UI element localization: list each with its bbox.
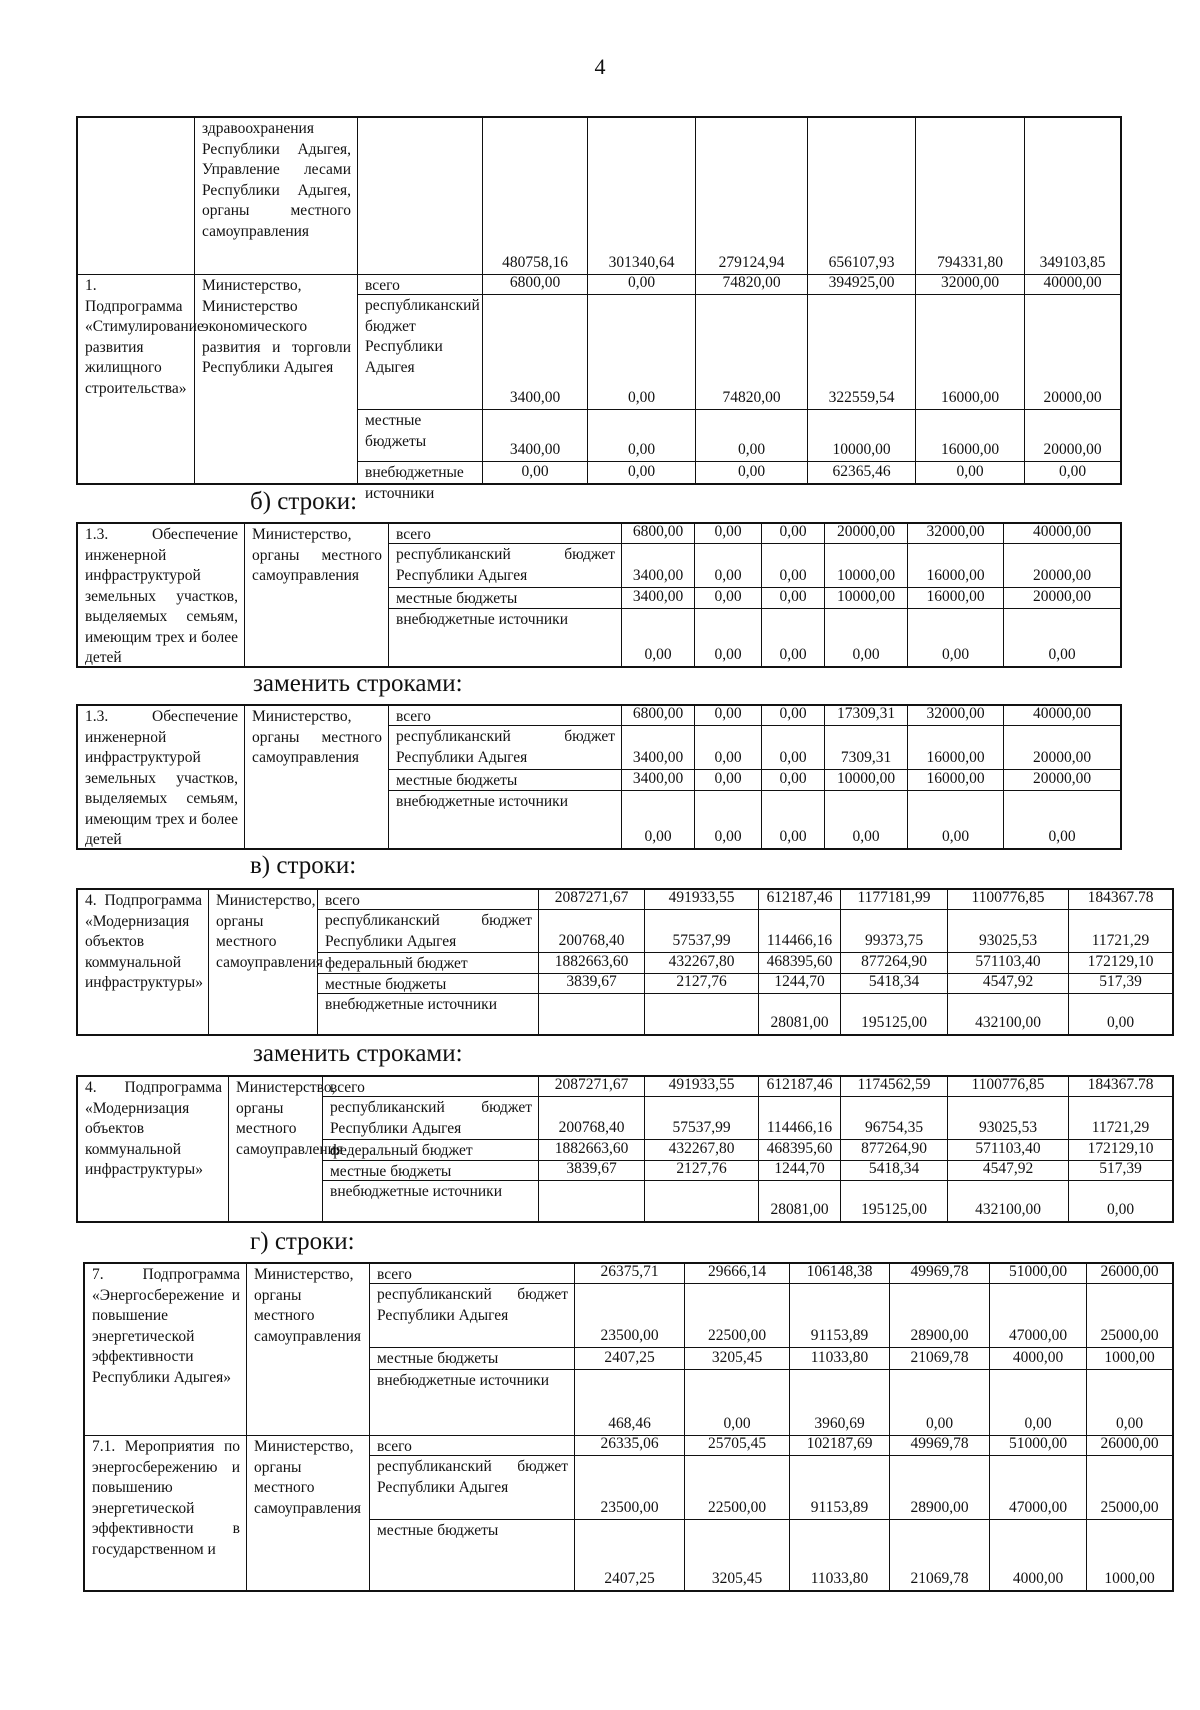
amount-cell: 49969,78 [890,1264,990,1284]
amount-cell: 200768,40 [539,1097,645,1140]
amount-cell: 1882663,60 [539,1140,645,1161]
amount-cell: 4000,00 [990,1348,1087,1370]
amount-cell: 1174562,59 [841,1077,948,1097]
amount-cell: 16000,00 [916,410,1025,462]
amount-cell: 74820,00 [696,295,808,410]
amount-cell: 20000,00 [1004,770,1120,791]
amount-cell [645,1181,759,1221]
amount-cell: 10000,00 [825,588,908,609]
row-executor: Министерство, органы местного самоуправления [229,1077,323,1221]
table-g [83,1262,1174,1592]
amount-cell: 656107,93 [808,118,916,275]
amount-cell: 26000,00 [1087,1436,1172,1456]
amount-cell: 74820,00 [696,275,808,295]
amount-cell: 1244,70 [759,1161,841,1181]
amount-cell: 6800,00 [622,706,695,726]
amount-cell: 10000,00 [825,770,908,791]
amount-cell: 0,00 [1087,1370,1172,1436]
amount-cell: 16000,00 [908,770,1004,791]
funding-source-label: республиканский бюджет Республики Адыгея [389,544,622,588]
amount-cell: 480758,16 [483,118,588,275]
section-label-g: г) строки: [250,1228,355,1255]
funding-source-label: местные бюджеты [358,410,483,462]
table-v-old [76,888,1174,1036]
funding-source-label: внебюджетные источники [389,609,622,666]
amount-cell: 0,00 [1058,462,1087,480]
funding-source-label: внебюджетные источники [323,1181,539,1221]
amount-cell: 25000,00 [1087,1284,1172,1348]
amount-cell: 0,00 [685,1370,790,1436]
amount-cell: 106148,38 [790,1264,890,1284]
amount-cell: 877264,90 [841,1140,948,1161]
amount-cell: 0,00 [695,706,762,726]
funding-source-label: республиканский бюджет Республики Адыгея [370,1284,575,1348]
amount-cell: 491933,55 [645,1077,759,1097]
amount-cell: 2407,25 [575,1520,685,1590]
amount-cell: 32000,00 [908,524,1004,544]
funding-source-label: всего [389,706,622,726]
funding-source-label: внебюджетные источники [370,1370,575,1436]
amount-cell: 26335,06 [575,1436,685,1456]
empty-cell [78,118,195,275]
amount-cell: 3400,00 [622,588,695,609]
amount-cell: 16000,00 [908,544,1004,588]
amount-cell: 3400,00 [622,770,695,791]
amount-cell: 91153,89 [790,1284,890,1348]
amount-cell: 32000,00 [916,275,1025,295]
funding-source-label: местные бюджеты [318,974,539,994]
amount-cell: 0,00 [622,791,695,848]
row-executor: Министерство, органы местного самоуправления [245,706,389,848]
section-label-b: б) строки: [250,488,358,515]
amount-cell: 172129,10 [1069,1140,1172,1161]
amount-cell: 20000,00 [1025,410,1120,462]
amount-cell: 794331,80 [916,118,1025,275]
amount-cell: 3205,45 [685,1520,790,1590]
amount-cell: 21069,78 [890,1348,990,1370]
amount-cell: 0,00 [762,706,825,726]
amount-cell: 22500,00 [685,1284,790,1348]
amount-cell: 1882663,60 [539,953,645,974]
amount-cell: 301340,64 [588,118,696,275]
amount-cell: 200768,40 [539,910,645,953]
amount-cell: 0,00 [908,791,1004,848]
amount-cell: 26375,71 [575,1264,685,1284]
amount-cell: 40000,00 [1004,524,1120,544]
empty-cell [358,118,483,275]
amount-cell: 20000,00 [1004,544,1120,588]
amount-cell: 0,00 [695,544,762,588]
amount-cell: 468,46 [575,1370,685,1436]
amount-cell: 40000,00 [1004,706,1120,726]
funding-source-label: всего [389,524,622,544]
amount-cell: 3960,69 [790,1370,890,1436]
funding-source-label: республиканский бюджет Республики Адыгея [323,1097,539,1140]
amount-cell: 4000,00 [990,1520,1087,1590]
row-executor: Министерство, Министерство экономического развития и торговли Республики Адыгея [195,275,358,483]
amount-cell: 20000,00 [1025,295,1120,410]
amount-cell: 2087271,67 [539,890,645,910]
amount-cell: 2087271,67 [539,1077,645,1097]
amount-cell: 571103,40 [948,1140,1069,1161]
amount-cell: 0,00 [696,462,808,483]
amount-cell: 1100776,85 [948,890,1069,910]
amount-cell: 57537,99 [645,910,759,953]
amount-cell: 0,00 [622,609,695,666]
amount-cell [539,994,645,1034]
amount-cell: 23500,00 [575,1284,685,1348]
amount-cell: 20000,00 [1004,726,1120,770]
amount-cell: 1000,00 [1087,1348,1172,1370]
amount-cell: 0,00 [1106,1013,1135,1031]
funding-source-label: всего [358,275,483,295]
amount-cell: 0,00 [762,588,825,609]
amount-cell: 432100,00 [948,994,1069,1034]
amount-cell: 491933,55 [645,890,759,910]
row-name: 7.1. Мероприятия по энергосбережению и повышению энергетической эффективности в государственном и [85,1436,247,1590]
amount-cell: 11721,29 [1069,910,1172,953]
amount-cell: 432100,00 [948,1181,1069,1221]
amount-cell: 28900,00 [890,1284,990,1348]
amount-cell: 517,39 [1069,974,1172,994]
amount-cell: 517,39 [1069,1161,1172,1181]
amount-cell [539,1181,645,1221]
amount-cell: 3205,45 [685,1348,790,1370]
amount-cell: 16000,00 [916,295,1025,410]
amount-cell: 0,00 [588,275,696,295]
amount-cell: 0,00 [695,609,762,666]
amount-cell: 468395,60 [759,953,841,974]
row-name: 7. Подпрограмма «Энергосбережение и повышение энергетической эффективности Республики Адыгея» [85,1264,247,1436]
funding-source-label: внебюджетные источники [318,994,539,1034]
amount-cell: 99373,75 [841,910,948,953]
amount-cell: 0,00 [1048,827,1076,845]
amount-cell: 0,00 [695,726,762,770]
amount-cell: 93025,53 [948,1097,1069,1140]
funding-source-label: республиканский бюджет Республики Адыгея [389,726,622,770]
funding-source-label: всего [370,1264,575,1284]
amount-cell: 4547,92 [948,1161,1069,1181]
amount-cell: 0,00 [762,544,825,588]
amount-cell: 10000,00 [825,544,908,588]
amount-cell: 2127,76 [645,1161,759,1181]
funding-source-label: всего [323,1077,539,1097]
amount-cell: 1177181,99 [841,890,948,910]
table-b-new [76,704,1122,850]
amount-cell: 0,00 [762,726,825,770]
amount-cell: 0,00 [825,609,908,666]
amount-cell: 172129,10 [1069,953,1172,974]
amount-cell: 0,00 [890,1370,990,1436]
row-name: 1.3. Обеспечение инженерной инфраструктурой земельных участков, выделяемых семьям, имеющим трех и более детей [78,706,245,848]
amount-cell: 17309,31 [825,706,908,726]
table-b-old [76,522,1122,668]
amount-cell: 0,00 [908,609,1004,666]
funding-source-label: местные бюджеты [389,588,622,609]
amount-cell: 322559,54 [808,295,916,410]
amount-cell: 23500,00 [575,1456,685,1520]
amount-cell: 3400,00 [622,726,695,770]
amount-cell: 25705,45 [685,1436,790,1456]
amount-cell: 26000,00 [1087,1264,1172,1284]
amount-cell: 6800,00 [483,275,588,295]
funding-source-label: внебюджетные источники [389,791,622,848]
amount-cell: 28081,00 [759,1181,841,1221]
funding-source-label: республиканский бюджет Республики Адыгея [370,1456,575,1520]
amount-cell: 96754,35 [841,1097,948,1140]
funding-source-label: всего [318,890,539,910]
amount-cell: 877264,90 [841,953,948,974]
amount-cell: 0,00 [762,609,825,666]
amount-cell: 0,00 [990,1370,1087,1436]
amount-cell: 1000,00 [1104,1569,1155,1587]
row-name: 1.3. Обеспечение инженерной инфраструктурой земельных участков, выделяемых семьям, имеющим трех и более детей [78,524,245,666]
section-label-v: в) строки: [250,852,357,879]
amount-cell: 20000,00 [1004,588,1120,609]
section-label-replace-1: заменить строками: [253,670,463,697]
table-v-new [76,1075,1174,1223]
amount-cell: 114466,16 [759,1097,841,1140]
amount-cell: 3400,00 [622,544,695,588]
row-name: 4. Подпрограмма «Модернизация объектов коммунальной инфраструктуры» [78,1077,229,1221]
amount-cell: 62365,46 [808,462,916,483]
amount-cell: 5418,34 [841,1161,948,1181]
amount-cell: 349103,85 [1025,118,1120,275]
amount-cell: 4547,92 [948,974,1069,994]
amount-cell: 22500,00 [685,1456,790,1520]
amount-cell: 394925,00 [808,275,916,295]
page-number: 4 [594,54,606,79]
amount-cell: 114466,16 [759,910,841,953]
amount-cell: 0,00 [588,462,696,483]
amount-cell: 102187,69 [790,1436,890,1456]
row-name: 1. Подпрограмма «Стимулирование развития жилищного строительства» [78,275,195,483]
amount-cell: 0,00 [695,588,762,609]
amount-cell: 93025,53 [948,910,1069,953]
funding-source-label: федеральный бюджет [323,1140,539,1161]
amount-cell: 51000,00 [990,1264,1087,1284]
amount-cell: 0,00 [483,462,588,483]
amount-cell: 612187,46 [759,890,841,910]
amount-cell: 6800,00 [622,524,695,544]
amount-cell: 432267,80 [645,953,759,974]
amount-cell: 16000,00 [908,726,1004,770]
amount-cell: 0,00 [588,295,696,410]
amount-cell: 3400,00 [483,410,588,462]
funding-source-label: всего [370,1436,575,1456]
amount-cell: 0,00 [762,791,825,848]
amount-cell: 0,00 [695,524,762,544]
amount-cell: 0,00 [695,770,762,791]
amount-cell: 0,00 [695,791,762,848]
funding-source-label: федеральный бюджет [318,953,539,974]
amount-cell: 29666,14 [685,1264,790,1284]
amount-cell: 184367.78 [1069,1077,1172,1097]
amount-cell: 11033,80 [790,1520,890,1590]
amount-cell: 571103,40 [948,953,1069,974]
amount-cell: 0,00 [762,770,825,791]
amount-cell: 0,00 [825,791,908,848]
funding-source-label: местные бюджеты [370,1520,575,1590]
amount-cell: 40000,00 [1025,275,1120,295]
amount-cell: 612187,46 [759,1077,841,1097]
amount-cell: 5418,34 [841,974,948,994]
amount-cell: 0,00 [1106,1200,1135,1218]
amount-cell: 28081,00 [759,994,841,1034]
amount-cell: 11033,80 [790,1348,890,1370]
amount-cell: 0,00 [1048,645,1076,663]
amount-cell: 195125,00 [841,1181,948,1221]
amount-cell: 57537,99 [645,1097,759,1140]
amount-cell: 468395,60 [759,1140,841,1161]
amount-cell: 51000,00 [990,1436,1087,1456]
amount-cell: 21069,78 [890,1520,990,1590]
amount-cell [645,994,759,1034]
amount-cell: 16000,00 [908,588,1004,609]
row-executor: Министерство, органы местного самоуправления [209,890,318,1034]
funding-source-label: республиканский бюджет Республики Адыгея [358,295,483,410]
amount-cell: 0,00 [762,524,825,544]
amount-cell: 432267,80 [645,1140,759,1161]
section-label-replace-2: заменить строками: [253,1040,463,1067]
funding-source-label: республиканский бюджет Республики Адыгея [318,910,539,953]
row-executor: Министерство, органы местного самоуправления [245,524,389,666]
amount-cell: 7309,31 [825,726,908,770]
amount-cell: 20000,00 [825,524,908,544]
amount-cell: 0,00 [916,462,1025,483]
amount-cell: 0,00 [696,410,808,462]
amount-cell: 3839,67 [539,974,645,994]
row-executor: Министерство, органы местного самоуправления [247,1264,370,1436]
amount-cell: 1100776,85 [948,1077,1069,1097]
row-executor: Министерство, органы местного самоуправления [247,1436,370,1590]
amount-cell: 195125,00 [841,994,948,1034]
amount-cell: 32000,00 [908,706,1004,726]
row-name: 4. Подпрограмма «Модернизация объектов коммунальной инфраструктуры» [78,890,209,1034]
amount-cell: 47000,00 [990,1456,1087,1520]
amount-cell: 11721,29 [1069,1097,1172,1140]
amount-cell: 91153,89 [790,1456,890,1520]
amount-cell: 2127,76 [645,974,759,994]
amount-cell: 28900,00 [890,1456,990,1520]
amount-cell: 1244,70 [759,974,841,994]
amount-cell: 279124,94 [696,118,808,275]
amount-cell: 3839,67 [539,1161,645,1181]
amount-cell: 0,00 [588,410,696,462]
amount-cell: 184367.78 [1069,890,1172,910]
funding-source-label: внебюджетные источники [358,462,483,483]
funding-source-label: местные бюджеты [370,1348,575,1370]
funding-source-label: местные бюджеты [389,770,622,791]
amount-cell: 49969,78 [890,1436,990,1456]
amount-cell: 3400,00 [483,295,588,410]
amount-cell: 2407,25 [575,1348,685,1370]
funding-source-label: местные бюджеты [323,1161,539,1181]
amount-cell: 25000,00 [1087,1456,1172,1520]
amount-cell: 10000,00 [808,410,916,462]
row-executor: здравоохранения Республики Адыгея, Управление лесами Республики Адыгея, органы местного самоуправления [195,118,358,275]
amount-cell: 47000,00 [990,1284,1087,1348]
